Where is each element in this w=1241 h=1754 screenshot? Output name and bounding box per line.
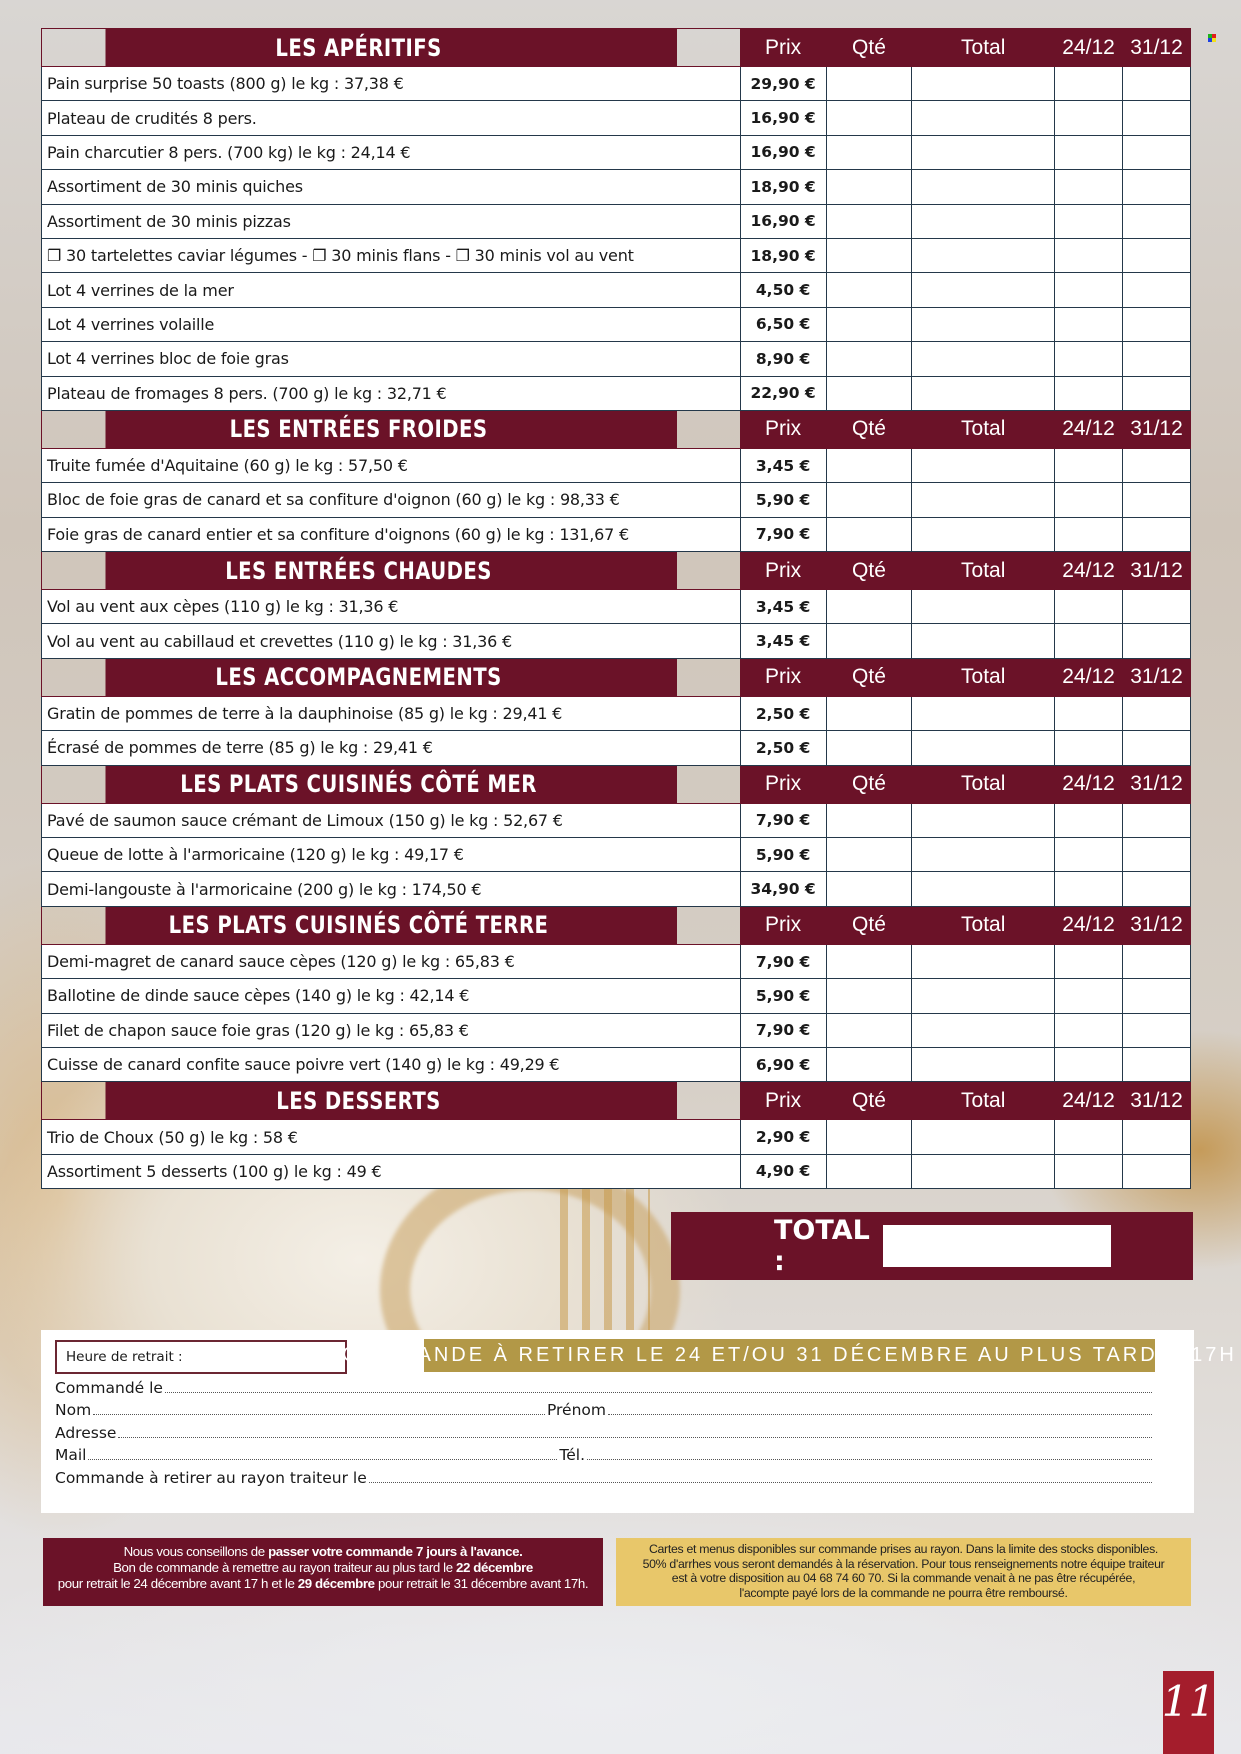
first-name-label: Prénom xyxy=(546,1401,606,1419)
column-header-prix: Prix xyxy=(740,29,826,67)
pickup-24-12-cell[interactable] xyxy=(1055,1047,1123,1081)
conditions-line: est à votre disposition au 04 68 74 60 70. Si la commande venait à ne pas être récupérée, xyxy=(671,1571,1136,1585)
table-row xyxy=(42,838,1191,872)
pickup-24-12-cell[interactable] xyxy=(1055,376,1123,410)
column-header-prix: Prix xyxy=(740,552,826,590)
table-row xyxy=(42,273,1191,307)
quantity-cell[interactable] xyxy=(826,1047,912,1081)
conditions-line: l'acompte payé lors de la commande ne pourra être remboursé. xyxy=(739,1585,1068,1600)
table-row xyxy=(42,483,1191,517)
item-name: Vol au vent au cabillaud et crevettes (110 g) le kg : 31,36 € xyxy=(42,624,741,658)
conditions-note xyxy=(616,1538,1191,1606)
pickup-31-12-cell[interactable] xyxy=(1123,979,1191,1013)
column-header-date1: 24/12 xyxy=(1055,765,1123,803)
pickup-24-12-cell[interactable] xyxy=(1055,1154,1123,1188)
pickup-24-12-cell[interactable] xyxy=(1055,238,1123,272)
quantity-cell[interactable] xyxy=(826,376,912,410)
pickup-31-12-cell[interactable] xyxy=(1123,1047,1191,1081)
total-cell[interactable] xyxy=(912,1047,1055,1081)
conditions-line: 50% d'arrhes vous seront demandés à la réservation. Pour tous renseignements notre équipe traiteur xyxy=(642,1556,1165,1571)
item-price: 2,50 € xyxy=(740,731,826,765)
conditions-line: Cartes et menus disponibles sur commande prises au rayon. Dans la limite des stocks disponibles. xyxy=(648,1542,1159,1556)
section-title: LES APÉRITIFS xyxy=(104,29,677,67)
pickup-24-12-cell[interactable] xyxy=(1055,101,1123,135)
item-name: Ballotine de dinde sauce cèpes (140 g) le kg : 42,14 € xyxy=(42,979,741,1013)
table-row xyxy=(42,1154,1191,1188)
item-price: 6,50 € xyxy=(740,307,826,341)
item-price: 3,45 € xyxy=(740,448,826,482)
total-cell[interactable] xyxy=(912,590,1055,624)
last-name-input-line[interactable] xyxy=(93,1414,545,1415)
column-header-date2: 31/12 xyxy=(1123,552,1191,590)
quantity-cell[interactable] xyxy=(826,803,912,837)
pickup-24-12-cell[interactable] xyxy=(1055,517,1123,551)
total-cell[interactable] xyxy=(912,448,1055,482)
note-text: pour retrait le 24 décembre avant 17 h et le xyxy=(57,1576,298,1591)
quantity-cell[interactable] xyxy=(826,307,912,341)
item-price: 2,90 € xyxy=(740,1120,826,1154)
total-cell[interactable] xyxy=(912,101,1055,135)
contact-row xyxy=(55,1442,1154,1464)
item-name: Écrasé de pommes de terre (85 g) le kg : 29,41 € xyxy=(42,731,741,765)
name-row xyxy=(55,1397,1154,1419)
total-cell[interactable] xyxy=(912,67,1055,101)
column-header-date2: 31/12 xyxy=(1123,906,1191,944)
total-input[interactable] xyxy=(883,1225,1111,1267)
item-price: 18,90 € xyxy=(740,170,826,204)
item-name: Pavé de saumon sauce crémant de Limoux (150 g) le kg : 52,67 € xyxy=(42,803,741,837)
item-price: 16,90 € xyxy=(740,135,826,169)
total-cell[interactable] xyxy=(912,342,1055,376)
pickup-31-12-cell[interactable] xyxy=(1123,1120,1191,1154)
pickup-24-12-cell[interactable] xyxy=(1055,483,1123,517)
total-cell[interactable] xyxy=(912,376,1055,410)
address-label: Adresse xyxy=(55,1424,117,1442)
table-row xyxy=(42,979,1191,1013)
item-price: 7,90 € xyxy=(740,803,826,837)
item-price: 29,90 € xyxy=(740,67,826,101)
section-title: LES PLATS CUISINÉS CÔTÉ MER xyxy=(104,765,677,803)
note-text: pour retrait le 31 décembre avant 17h. xyxy=(374,1576,589,1591)
item-price: 6,90 € xyxy=(740,1047,826,1081)
order-table xyxy=(41,28,1191,1189)
item-name: Plateau de crudités 8 pers. xyxy=(42,101,741,135)
pickup-time-field[interactable] xyxy=(55,1340,347,1374)
pickup-31-12-cell[interactable] xyxy=(1123,238,1191,272)
column-header-total: Total xyxy=(912,29,1055,67)
pickup-date-input-line[interactable] xyxy=(369,1482,1152,1483)
column-header-date1: 24/12 xyxy=(1055,552,1123,590)
column-header-qte: Qté xyxy=(826,1082,912,1120)
item-name: Filet de chapon sauce foie gras (120 g) le kg : 65,83 € xyxy=(42,1013,741,1047)
page-number: 11 xyxy=(1163,1671,1214,1754)
table-row xyxy=(42,1120,1191,1154)
pickup-31-12-cell[interactable] xyxy=(1123,307,1191,341)
table-row xyxy=(42,1013,1191,1047)
total-cell[interactable] xyxy=(912,483,1055,517)
column-header-date1: 24/12 xyxy=(1055,906,1123,944)
item-price: 7,90 € xyxy=(740,1013,826,1047)
quantity-cell[interactable] xyxy=(826,170,912,204)
pickup-24-12-cell[interactable] xyxy=(1055,1013,1123,1047)
ordered-on-field[interactable] xyxy=(55,1375,1154,1397)
section-header xyxy=(42,29,1191,67)
total-cell[interactable] xyxy=(912,204,1055,238)
table-row xyxy=(42,67,1191,101)
order-form xyxy=(41,1330,1237,1513)
table-row xyxy=(42,731,1191,765)
total-cell[interactable] xyxy=(912,979,1055,1013)
pickup-31-12-cell[interactable] xyxy=(1123,731,1191,765)
column-header-date1: 24/12 xyxy=(1055,658,1123,696)
column-header-date2: 31/12 xyxy=(1123,1082,1191,1120)
table-row xyxy=(42,944,1191,978)
section-header xyxy=(42,765,1191,803)
pickup-24-12-cell[interactable] xyxy=(1055,1120,1123,1154)
total-cell[interactable] xyxy=(912,238,1055,272)
quantity-cell[interactable] xyxy=(826,590,912,624)
item-price: 8,90 € xyxy=(740,342,826,376)
pickup-31-12-cell[interactable] xyxy=(1123,1013,1191,1047)
address-field[interactable] xyxy=(55,1420,1154,1442)
item-name: ❐ 30 tartelettes caviar légumes - ❐ 30 minis flans - ❐ 30 minis vol au vent xyxy=(42,238,741,272)
pickup-24-12-cell[interactable] xyxy=(1055,590,1123,624)
total-cell[interactable] xyxy=(912,307,1055,341)
table-row xyxy=(42,204,1191,238)
note-emphasis: 22 décembre xyxy=(456,1560,533,1575)
total-cell[interactable] xyxy=(912,1154,1055,1188)
column-header-total: Total xyxy=(912,658,1055,696)
quantity-cell[interactable] xyxy=(826,838,912,872)
table-row xyxy=(42,376,1191,410)
item-name: Queue de lotte à l'armoricaine (120 g) le kg : 49,17 € xyxy=(42,838,741,872)
item-price: 16,90 € xyxy=(740,204,826,238)
total-cell[interactable] xyxy=(912,838,1055,872)
total-label: TOTAL : xyxy=(774,1215,870,1277)
total-cell[interactable] xyxy=(912,944,1055,978)
phone-input-line[interactable] xyxy=(587,1459,1152,1460)
total-cell[interactable] xyxy=(912,273,1055,307)
pickup-24-12-cell[interactable] xyxy=(1055,204,1123,238)
quantity-cell[interactable] xyxy=(826,731,912,765)
note-emphasis: passer votre commande 7 jours à l'avance. xyxy=(268,1544,523,1559)
total-cell[interactable] xyxy=(912,1013,1055,1047)
item-name: Foie gras de canard entier et sa confiture d'oignons (60 g) le kg : 131,67 € xyxy=(42,517,741,551)
pickup-24-12-cell[interactable] xyxy=(1055,979,1123,1013)
pickup-31-12-cell[interactable] xyxy=(1123,803,1191,837)
total-cell[interactable] xyxy=(912,135,1055,169)
column-header-qte: Qté xyxy=(826,29,912,67)
pickup-31-12-cell[interactable] xyxy=(1123,170,1191,204)
column-header-total: Total xyxy=(912,552,1055,590)
item-price: 5,90 € xyxy=(740,838,826,872)
column-header-total: Total xyxy=(912,906,1055,944)
column-header-qte: Qté xyxy=(826,552,912,590)
section-title: LES DESSERTS xyxy=(104,1082,677,1120)
quantity-cell[interactable] xyxy=(826,696,912,730)
pickup-31-12-cell[interactable] xyxy=(1123,838,1191,872)
item-price: 18,90 € xyxy=(740,238,826,272)
print-color-marker xyxy=(1208,34,1216,42)
item-name: Gratin de pommes de terre à la dauphinoise (85 g) le kg : 29,41 € xyxy=(42,696,741,730)
total-cell[interactable] xyxy=(912,1120,1055,1154)
pickup-24-12-cell[interactable] xyxy=(1055,624,1123,658)
table-row xyxy=(42,342,1191,376)
pickup-24-12-cell[interactable] xyxy=(1055,448,1123,482)
column-header-total: Total xyxy=(912,765,1055,803)
item-name: Lot 4 verrines volaille xyxy=(42,307,741,341)
total-box xyxy=(671,1212,1193,1280)
first-name-input-line[interactable] xyxy=(608,1414,1152,1415)
section-header xyxy=(42,658,1191,696)
item-price: 22,90 € xyxy=(740,376,826,410)
quantity-cell[interactable] xyxy=(826,238,912,272)
pickup-31-12-cell[interactable] xyxy=(1123,448,1191,482)
pickup-24-12-cell[interactable] xyxy=(1055,696,1123,730)
item-price: 3,45 € xyxy=(740,624,826,658)
pickup-31-12-cell[interactable] xyxy=(1123,944,1191,978)
item-name: Cuisse de canard confite sauce poivre vert (140 g) le kg : 49,29 € xyxy=(42,1047,741,1081)
pickup-24-12-cell[interactable] xyxy=(1055,838,1123,872)
item-name: Pain charcutier 8 pers. (700 kg) le kg : 24,14 € xyxy=(42,135,741,169)
total-cell[interactable] xyxy=(912,803,1055,837)
quantity-cell[interactable] xyxy=(826,483,912,517)
address-input-line[interactable] xyxy=(118,1437,1152,1438)
section-title: LES PLATS CUISINÉS CÔTÉ TERRE xyxy=(104,906,677,944)
total-cell[interactable] xyxy=(912,731,1055,765)
item-price: 16,90 € xyxy=(740,101,826,135)
pickup-31-12-cell[interactable] xyxy=(1123,204,1191,238)
pickup-31-12-cell[interactable] xyxy=(1123,342,1191,376)
total-cell[interactable] xyxy=(912,517,1055,551)
item-name: Trio de Choux (50 g) le kg : 58 € xyxy=(42,1120,741,1154)
table-row xyxy=(42,590,1191,624)
column-header-qte: Qté xyxy=(826,906,912,944)
pickup-31-12-cell[interactable] xyxy=(1123,872,1191,906)
pickup-24-12-cell[interactable] xyxy=(1055,135,1123,169)
item-price: 4,90 € xyxy=(740,1154,826,1188)
quantity-cell[interactable] xyxy=(826,1154,912,1188)
pickup-24-12-cell[interactable] xyxy=(1055,170,1123,204)
pickup-31-12-cell[interactable] xyxy=(1123,1154,1191,1188)
item-price: 2,50 € xyxy=(740,696,826,730)
note-text: Nous vous conseillons de xyxy=(123,1544,269,1559)
ordered-on-label: Commandé le xyxy=(55,1379,163,1397)
table-row xyxy=(42,101,1191,135)
column-header-date2: 31/12 xyxy=(1123,29,1191,67)
pickup-deadline-banner: COMMANDE À RETIRER LE 24 ET/OU 31 DÉCEMBRE AU PLUS TARD À 17H xyxy=(424,1339,1155,1372)
table-row xyxy=(42,238,1191,272)
item-price: 5,90 € xyxy=(740,483,826,517)
table-row xyxy=(42,624,1191,658)
item-price: 7,90 € xyxy=(740,944,826,978)
item-name: Pain surprise 50 toasts (800 g) le kg : 37,38 € xyxy=(42,67,741,101)
pickup-time-label: Heure de retrait : xyxy=(66,1349,183,1365)
section-header xyxy=(42,410,1191,448)
pickup-31-12-cell[interactable] xyxy=(1123,696,1191,730)
column-header-qte: Qté xyxy=(826,658,912,696)
section-title: LES ACCOMPAGNEMENTS xyxy=(104,658,677,696)
last-name-label: Nom xyxy=(55,1401,92,1419)
column-header-date2: 31/12 xyxy=(1123,658,1191,696)
column-header-qte: Qté xyxy=(826,410,912,448)
quantity-cell[interactable] xyxy=(826,624,912,658)
quantity-cell[interactable] xyxy=(826,517,912,551)
item-price: 34,90 € xyxy=(740,872,826,906)
pickup-31-12-cell[interactable] xyxy=(1123,590,1191,624)
note-text: Bon de commande à remettre au rayon traiteur au plus tard le xyxy=(113,1560,457,1575)
column-header-prix: Prix xyxy=(740,410,826,448)
column-header-total: Total xyxy=(912,410,1055,448)
quantity-cell[interactable] xyxy=(826,979,912,1013)
quantity-cell[interactable] xyxy=(826,1013,912,1047)
table-row xyxy=(42,170,1191,204)
quantity-cell[interactable] xyxy=(826,273,912,307)
column-header-prix: Prix xyxy=(740,906,826,944)
column-header-date2: 31/12 xyxy=(1123,410,1191,448)
section-header xyxy=(42,1082,1191,1120)
pickup-31-12-cell[interactable] xyxy=(1123,517,1191,551)
total-cell[interactable] xyxy=(912,624,1055,658)
pickup-24-12-cell[interactable] xyxy=(1055,731,1123,765)
pickup-24-12-cell[interactable] xyxy=(1055,872,1123,906)
ordered-on-input-line[interactable] xyxy=(165,1392,1152,1393)
item-name: Lot 4 verrines de la mer xyxy=(42,273,741,307)
column-header-date2: 31/12 xyxy=(1123,765,1191,803)
mail-input-line[interactable] xyxy=(88,1459,557,1460)
pickup-date-label: Commande à retirer au rayon traiteur le xyxy=(55,1469,367,1487)
pickup-31-12-cell[interactable] xyxy=(1123,67,1191,101)
item-name: Assortiment de 30 minis pizzas xyxy=(42,204,741,238)
quantity-cell[interactable] xyxy=(826,944,912,978)
pickup-31-12-cell[interactable] xyxy=(1123,135,1191,169)
table-row xyxy=(42,307,1191,341)
pickup-31-12-cell[interactable] xyxy=(1123,376,1191,410)
item-name: Demi-magret de canard sauce cèpes (120 g) le kg : 65,83 € xyxy=(42,944,741,978)
column-header-date1: 24/12 xyxy=(1055,410,1123,448)
ordering-advice-note xyxy=(43,1538,603,1606)
section-title: LES ENTRÉES FROIDES xyxy=(104,410,677,448)
pickup-31-12-cell[interactable] xyxy=(1123,483,1191,517)
quantity-cell[interactable] xyxy=(826,342,912,376)
column-header-prix: Prix xyxy=(740,658,826,696)
column-header-date1: 24/12 xyxy=(1055,29,1123,67)
column-header-date1: 24/12 xyxy=(1055,1082,1123,1120)
section-header xyxy=(42,552,1191,590)
item-name: Lot 4 verrines bloc de foie gras xyxy=(42,342,741,376)
quantity-cell[interactable] xyxy=(826,67,912,101)
quantity-cell[interactable] xyxy=(826,135,912,169)
total-cell[interactable] xyxy=(912,696,1055,730)
item-price: 5,90 € xyxy=(740,979,826,1013)
item-name: Demi-langouste à l'armoricaine (200 g) le kg : 174,50 € xyxy=(42,872,741,906)
table-row xyxy=(42,872,1191,906)
pickup-24-12-cell[interactable] xyxy=(1055,342,1123,376)
total-cell[interactable] xyxy=(912,170,1055,204)
item-name: Assortiment de 30 minis quiches xyxy=(42,170,741,204)
pickup-31-12-cell[interactable] xyxy=(1123,273,1191,307)
pickup-31-12-cell[interactable] xyxy=(1123,101,1191,135)
column-header-qte: Qté xyxy=(826,765,912,803)
quantity-cell[interactable] xyxy=(826,204,912,238)
background-fork-decoration xyxy=(560,1180,650,1330)
column-header-prix: Prix xyxy=(740,765,826,803)
quantity-cell[interactable] xyxy=(826,872,912,906)
pickup-24-12-cell[interactable] xyxy=(1055,944,1123,978)
item-name: Assortiment 5 desserts (100 g) le kg : 49 € xyxy=(42,1154,741,1188)
column-header-total: Total xyxy=(912,1082,1055,1120)
table-row xyxy=(42,803,1191,837)
quantity-cell[interactable] xyxy=(826,101,912,135)
table-row xyxy=(42,448,1191,482)
note-emphasis: 29 décembre xyxy=(297,1576,375,1591)
quantity-cell[interactable] xyxy=(826,1120,912,1154)
pickup-31-12-cell[interactable] xyxy=(1123,624,1191,658)
quantity-cell[interactable] xyxy=(826,448,912,482)
item-price: 7,90 € xyxy=(740,517,826,551)
column-header-prix: Prix xyxy=(740,1082,826,1120)
pickup-24-12-cell[interactable] xyxy=(1055,803,1123,837)
table-row xyxy=(42,696,1191,730)
item-price: 3,45 € xyxy=(740,590,826,624)
item-name: Truite fumée d'Aquitaine (60 g) le kg : 57,50 € xyxy=(42,448,741,482)
pickup-24-12-cell[interactable] xyxy=(1055,307,1123,341)
mail-label: Mail xyxy=(55,1446,87,1464)
total-cell[interactable] xyxy=(912,872,1055,906)
pickup-24-12-cell[interactable] xyxy=(1055,67,1123,101)
table-row xyxy=(42,135,1191,169)
table-row xyxy=(42,517,1191,551)
phone-label: Tél. xyxy=(559,1446,585,1464)
item-name: Vol au vent aux cèpes (110 g) le kg : 31,36 € xyxy=(42,590,741,624)
item-name: Plateau de fromages 8 pers. (700 g) le kg : 32,71 € xyxy=(42,376,741,410)
pickup-24-12-cell[interactable] xyxy=(1055,273,1123,307)
item-price: 4,50 € xyxy=(740,273,826,307)
table-row xyxy=(42,1047,1191,1081)
section-title: LES ENTRÉES CHAUDES xyxy=(104,552,677,590)
section-header xyxy=(42,906,1191,944)
item-name: Bloc de foie gras de canard et sa confiture d'oignon (60 g) le kg : 98,33 € xyxy=(42,483,741,517)
pickup-date-field[interactable] xyxy=(55,1465,1154,1487)
